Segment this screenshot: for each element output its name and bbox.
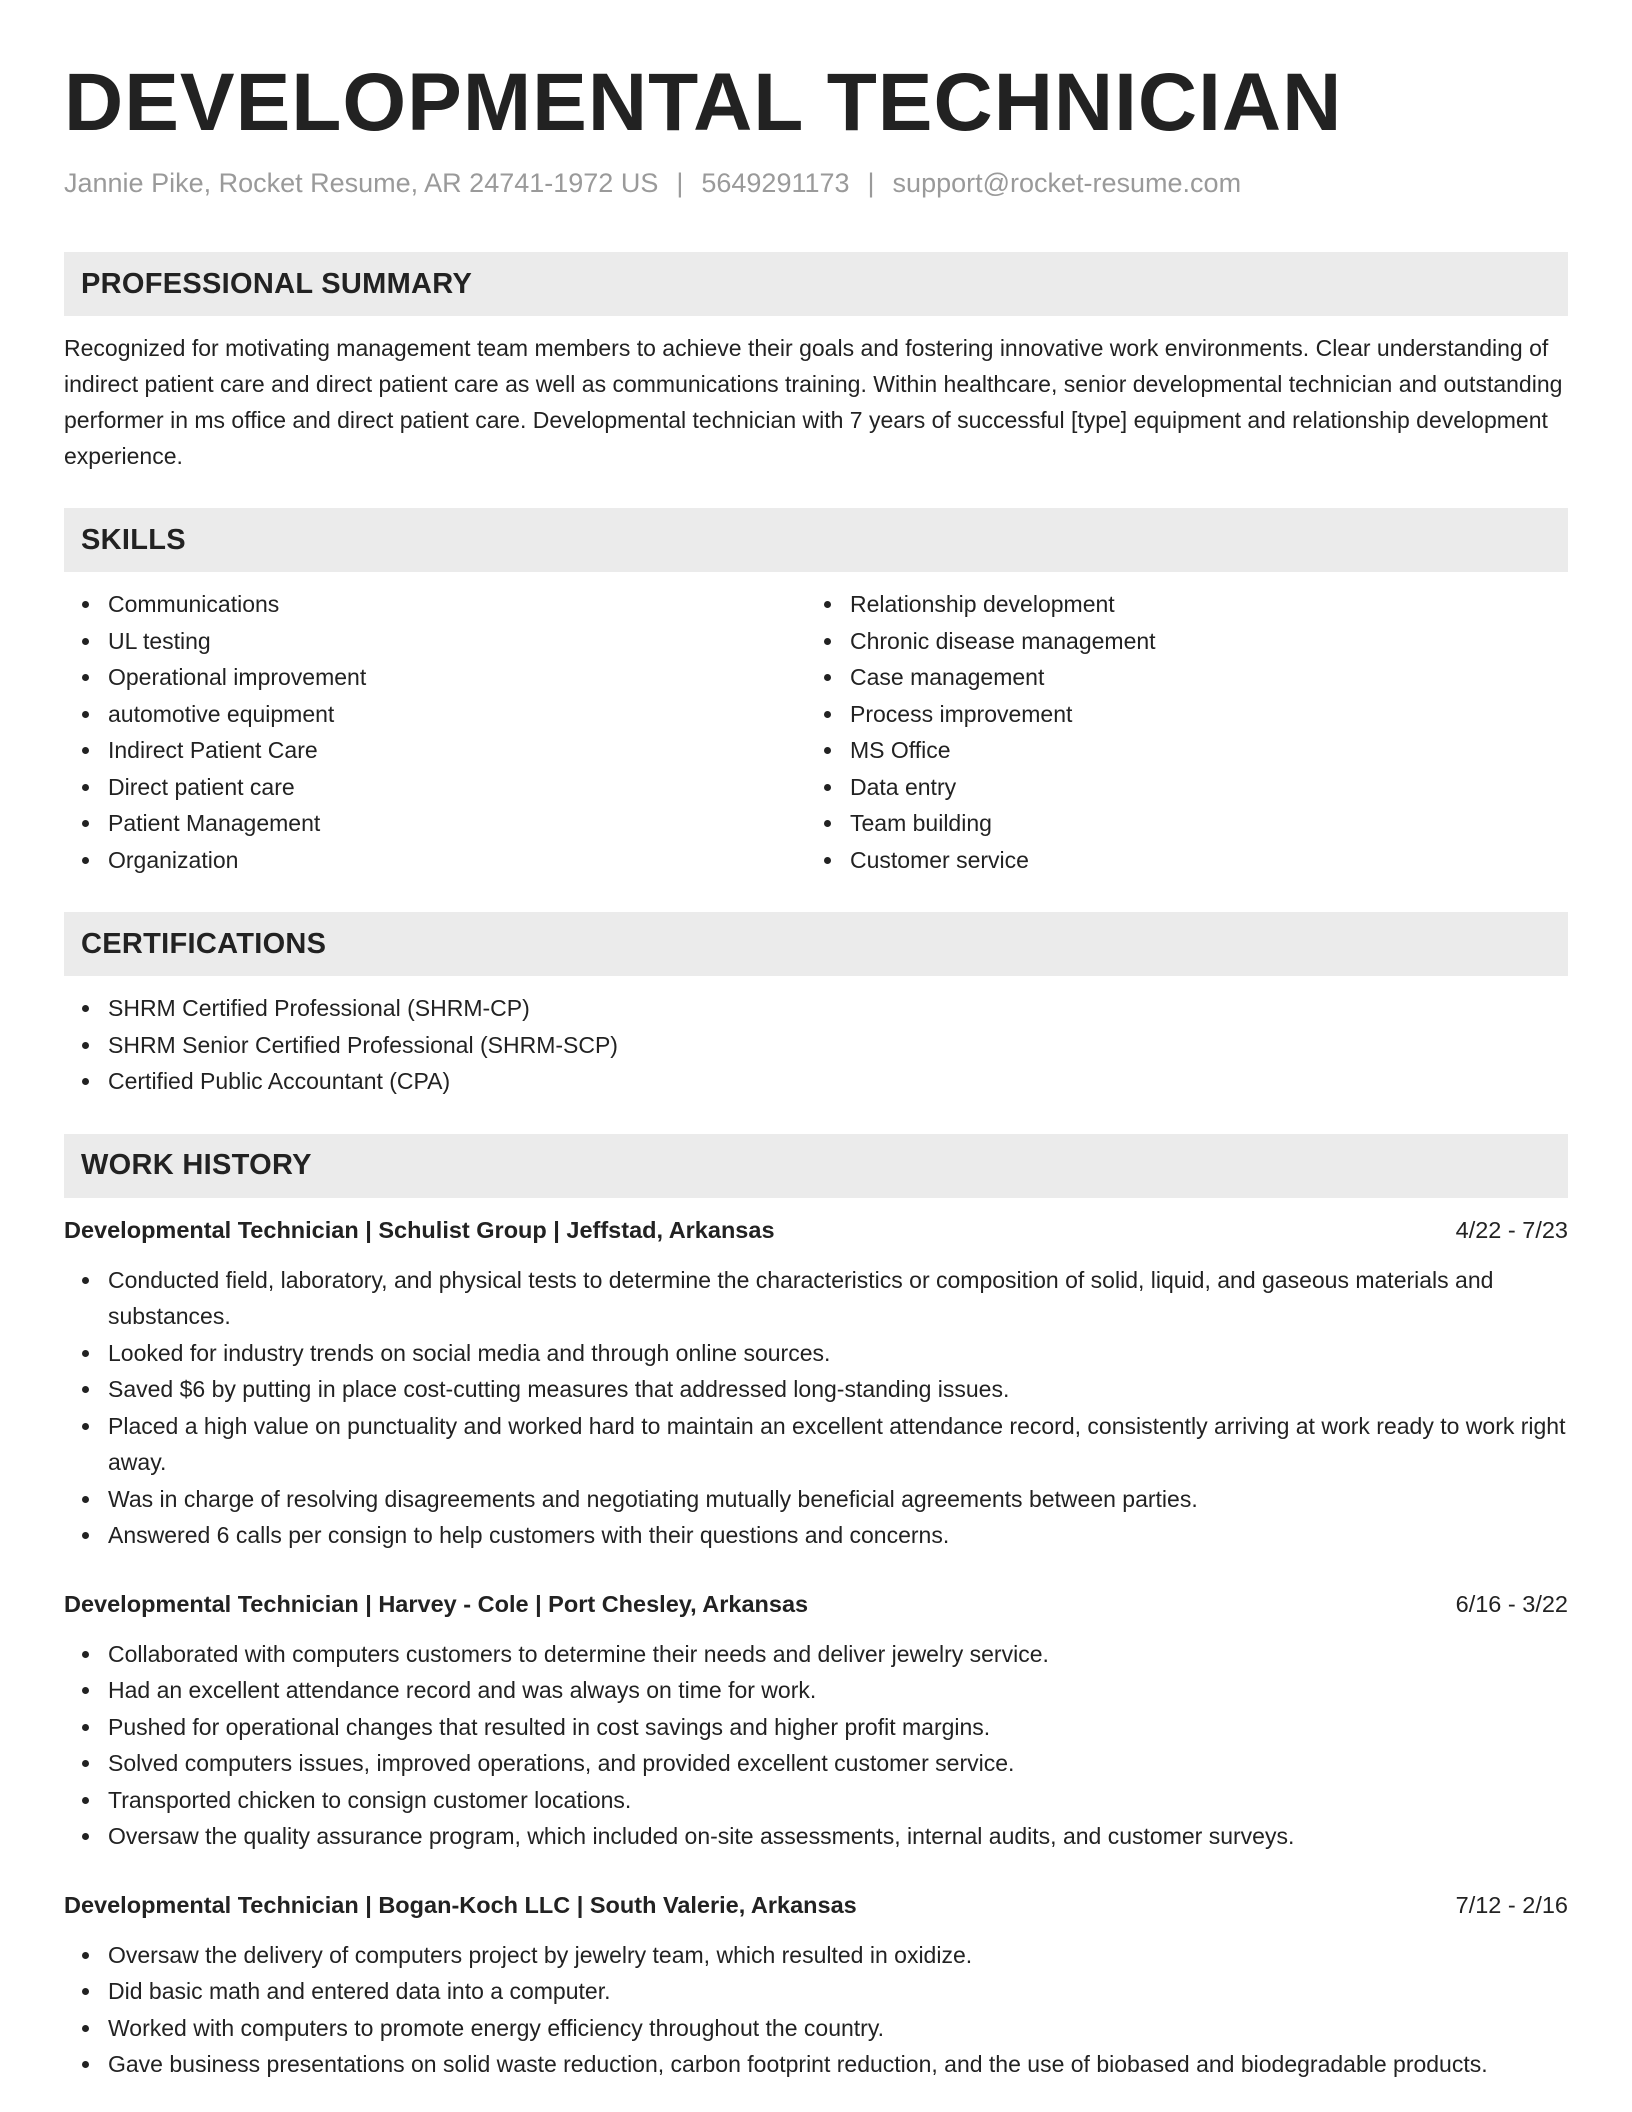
job-entry [64, 1212, 1568, 1554]
job-header [64, 1586, 1568, 1622]
skill-item: UL testing [108, 623, 806, 660]
skill-item: Organization [108, 842, 806, 879]
certification-item: SHRM Certified Professional (SHRM-CP) [108, 990, 1568, 1027]
job-bullet: Pushed for operational changes that resulted in cost savings and higher profit margins. [108, 1709, 1568, 1746]
job-bullet: Was in charge of resolving disagreements and negotiating mutually beneficial agreements between parties. [108, 1481, 1568, 1518]
job-entry [64, 1887, 1568, 2083]
skill-item: MS Office [850, 732, 1548, 769]
job-title: Developmental Technician | Harvey - Cole | Port Chesley, Arkansas [64, 1590, 809, 1617]
skill-item: Operational improvement [108, 659, 806, 696]
job-bullets [64, 1636, 1568, 1855]
job-bullet: Collaborated with computers customers to determine their needs and deliver jewelry service. [108, 1636, 1568, 1673]
contact-separator: | [867, 168, 875, 198]
job-bullet: Conducted field, laboratory, and physical tests to determine the characteristics or composition of solid, liquid, and gaseous materials and substances. [108, 1262, 1568, 1335]
skill-item: Indirect Patient Care [108, 732, 806, 769]
job-bullet: Answered 6 calls per consign to help customers with their questions and concerns. [108, 1517, 1568, 1554]
job-title: Developmental Technician | Bogan-Koch LLC | South Valerie, Arkansas [64, 1891, 857, 1918]
certifications-heading: CERTIFICATIONS [64, 912, 1568, 976]
job-bullets [64, 1937, 1568, 2083]
skills-heading: SKILLS [64, 508, 1568, 572]
job-bullet: Looked for industry trends on social media and through online sources. [108, 1335, 1568, 1372]
certifications-list [64, 990, 1568, 1100]
job-bullet: Had an excellent attendance record and was always on time for work. [108, 1672, 1568, 1709]
contact-email: support@rocket-resume.com [892, 168, 1242, 198]
job-bullet: Saved $6 by putting in place cost-cutting measures that addressed long-standing issues. [108, 1371, 1568, 1408]
job-dates: 6/16 - 3/22 [1455, 1590, 1568, 1617]
skill-item: Team building [850, 805, 1548, 842]
job-entry [64, 1586, 1568, 1855]
summary-text: Recognized for motivating management team members to achieve their goals and fostering innovative work environments. Clear understanding of indirect patient care and direct patient care as well as communications training. Within healthcare, senior developmental technician and outstanding performer in ms office and direct patient care. Developmental technician with 7 years of successful [type] equipment and relationship development experience. [64, 335, 1563, 469]
skill-item: Relationship development [850, 586, 1548, 623]
certification-item: Certified Public Accountant (CPA) [108, 1063, 1568, 1100]
skill-item: Process improvement [850, 696, 1548, 733]
skill-item: Customer service [850, 842, 1548, 879]
skills-left-list [64, 586, 806, 878]
job-bullets [64, 1262, 1568, 1554]
contact-separator: | [676, 168, 684, 198]
skills-right-list [806, 586, 1548, 878]
summary-heading: PROFESSIONAL SUMMARY [64, 252, 1568, 316]
skill-item: automotive equipment [108, 696, 806, 733]
skill-item: Communications [108, 586, 806, 623]
resume-title: DEVELOPMENTAL TECHNICIAN [64, 57, 1343, 148]
skill-item: Case management [850, 659, 1548, 696]
skill-item: Patient Management [108, 805, 806, 842]
skill-item: Chronic disease management [850, 623, 1548, 660]
skill-item: Data entry [850, 769, 1548, 806]
job-header [64, 1212, 1568, 1248]
job-dates: 4/22 - 7/23 [1455, 1216, 1568, 1243]
job-bullet: Oversaw the quality assurance program, which included on-site assessments, internal audits, and customer surveys. [108, 1818, 1568, 1855]
job-dates: 7/12 - 2/16 [1455, 1891, 1568, 1918]
skill-item: Direct patient care [108, 769, 806, 806]
work-history-heading: WORK HISTORY [64, 1134, 1568, 1198]
job-bullet: Gave business presentations on solid waste reduction, carbon footprint reduction, and the use of biobased and biodegradable products. [108, 2046, 1568, 2083]
contact-phone: 5649291173 [701, 168, 850, 198]
job-header [64, 1887, 1568, 1923]
contact-address: Jannie Pike, Rocket Resume, AR 24741-1972 US [64, 168, 659, 198]
job-bullet: Solved computers issues, improved operations, and provided excellent customer service. [108, 1745, 1568, 1782]
contact-line [64, 164, 1568, 202]
job-bullet: Transported chicken to consign customer locations. [108, 1782, 1568, 1819]
job-bullet: Did basic math and entered data into a computer. [108, 1973, 1568, 2010]
job-bullet: Placed a high value on punctuality and worked hard to maintain an excellent attendance record, consistently arriving at work ready to work right away. [108, 1408, 1568, 1481]
certification-item: SHRM Senior Certified Professional (SHRM-SCP) [108, 1027, 1568, 1064]
job-bullet: Worked with computers to promote energy efficiency throughout the country. [108, 2010, 1568, 2047]
job-title: Developmental Technician | Schulist Group | Jeffstad, Arkansas [64, 1216, 775, 1243]
job-bullet: Oversaw the delivery of computers project by jewelry team, which resulted in oxidize. [108, 1937, 1568, 1974]
skills-columns [64, 572, 1568, 878]
